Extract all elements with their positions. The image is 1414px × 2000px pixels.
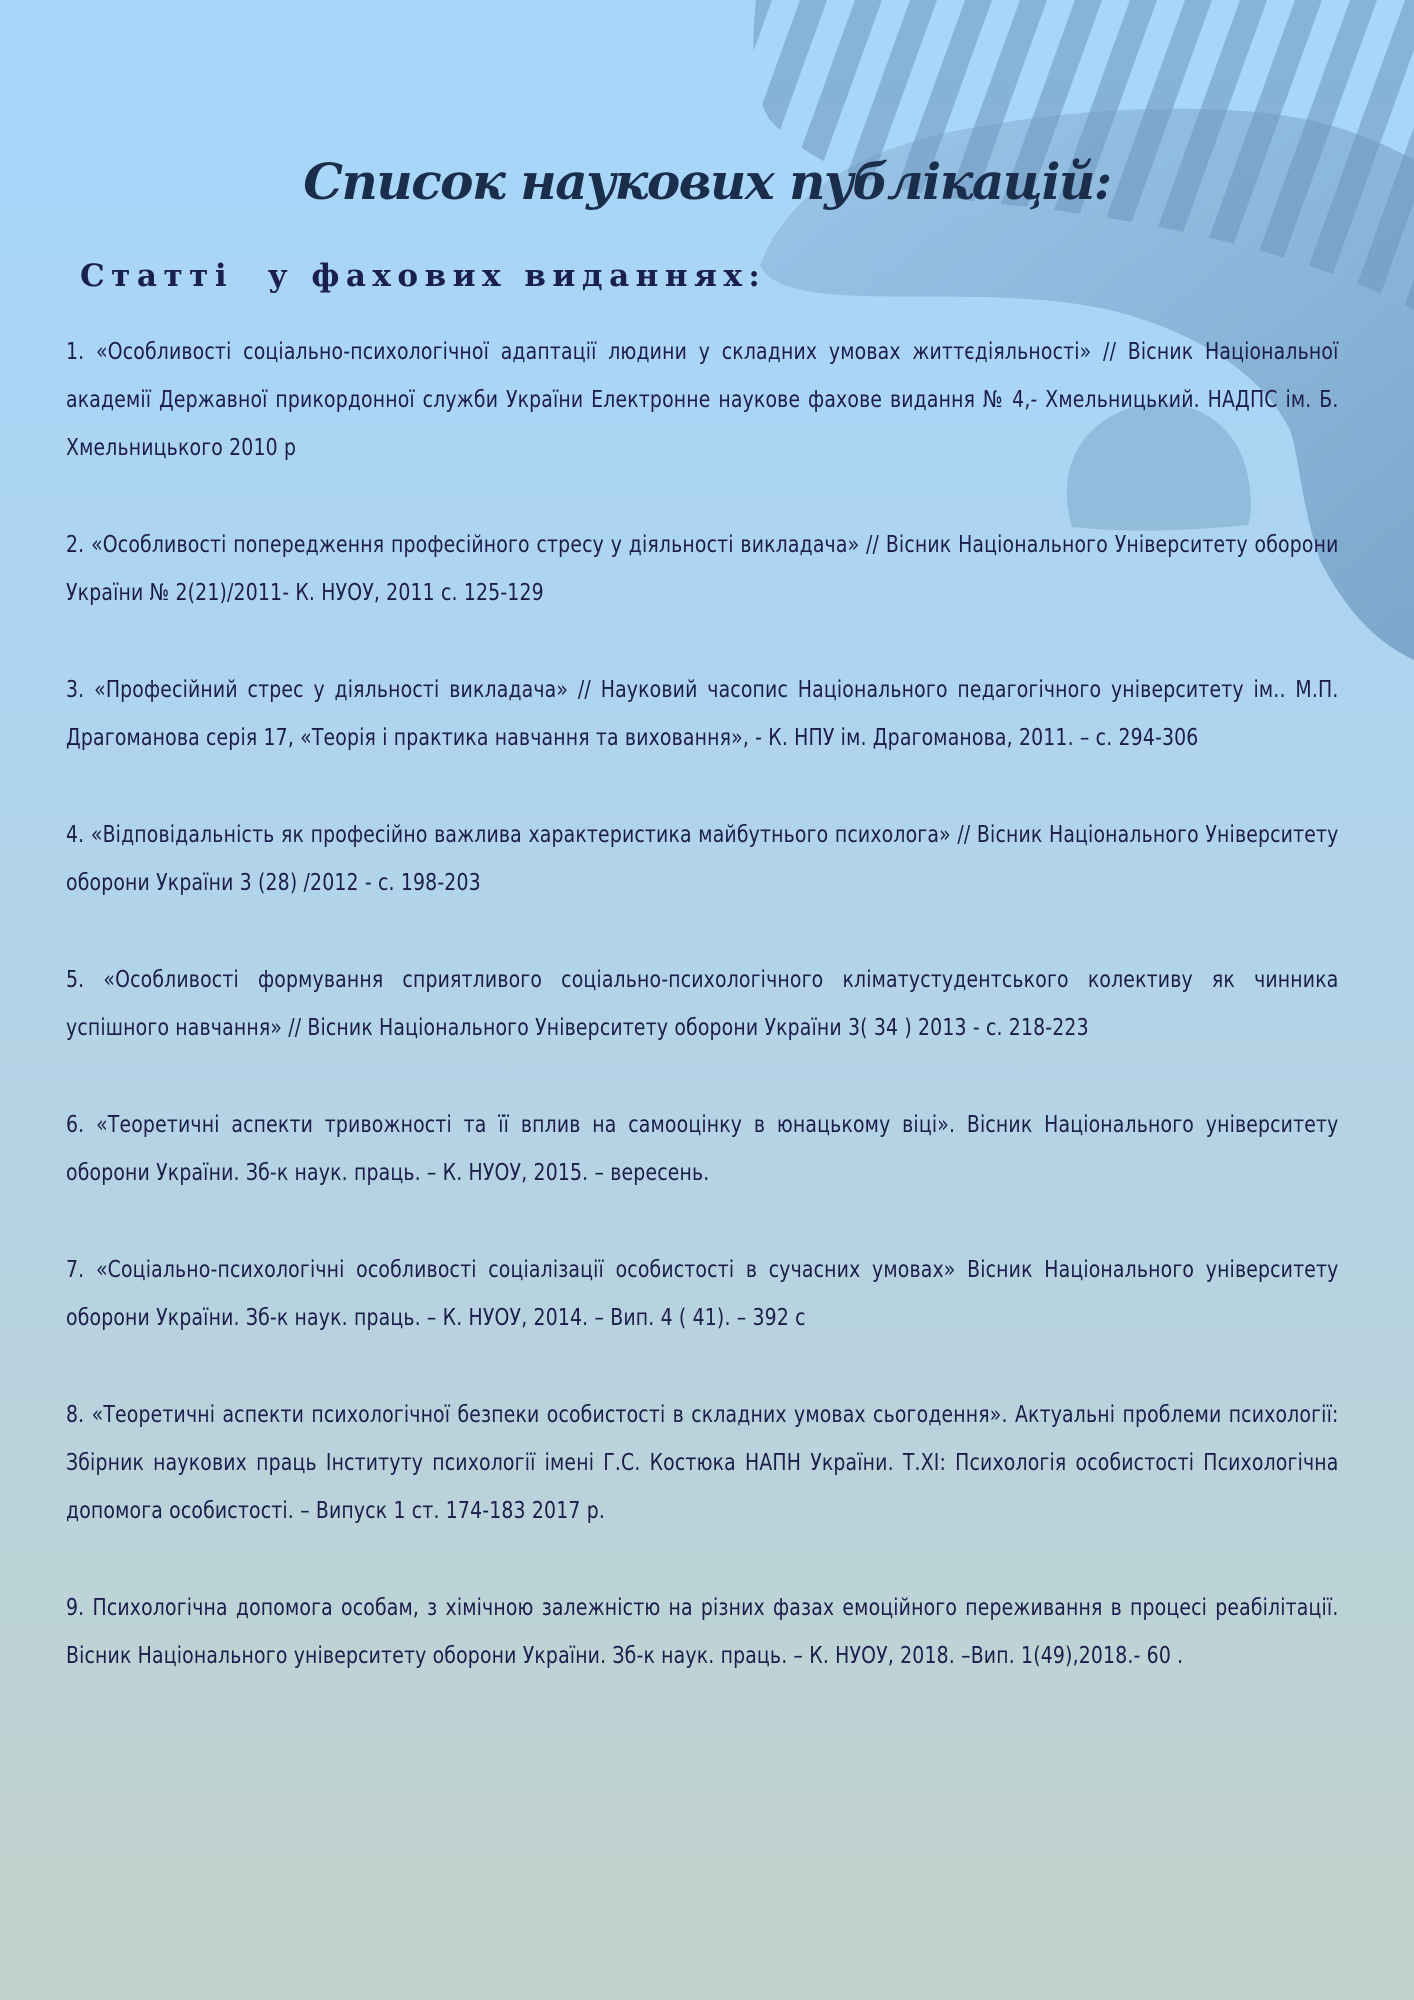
publication-item-1: 1. «Особливості соціально-психологічної адаптації людини у складних умовах життєдіяльності» // Вісник Національної академії Державної прикордонної служби України Електронне наукове фахове видання № 4,- Хмельницький. НАДПС ім. Б. Хмельницького 2010 р — [66, 339, 1339, 461]
page-title: Список наукових публікацій: — [303, 152, 1111, 211]
publication-item-7: 7. «Соціально-психологічні особливості соціалізації особистості в сучасних умовах» Вісник Національного університету оборони України. Зб-к наук. праць. – К. НУОУ, 2014. – Вип. 4 ( 41). – 392 с — [66, 1257, 1339, 1331]
publication-item-5: 5. «Особливості формування сприятливого соціально-психологічного кліматустудентського колективу як чинника успішного навчання» // Вісник Національного Університету оборони України 3( 34 ) 2013 - с. 218-223 — [66, 967, 1339, 1041]
publication-item-2: 2. «Особливості попередження професійного стресу у діяльності викладача» // Вісник Національного Університету оборони України № 2(21)/2011- К. НУОУ, 2011 с. 125-129 — [66, 532, 1339, 606]
publication-item-9: 9. Психологічна допомога особам, з хімічною залежністю на різних фазах емоційного переживання в процесі реабілітації. Вісник Національного університету оборони України. Зб-к наук. праць. – К. НУОУ, 2018. –Вип. 1(49),2018.- 60 . — [66, 1595, 1339, 1669]
publication-list — [66, 328, 1338, 1680]
publication-item-3: 3. «Професійний стрес у діяльності викладача» // Науковий часопис Національного педагогічного університету ім.. М.П. Драгоманова серія 17, «Теорія і практика навчання та виховання», - К. НПУ ім. Драгоманова, 2011. – с. 294-306 — [66, 677, 1339, 751]
publication-item-4: 4. «Відповідальність як професійно важлива характеристика майбутнього психолога» // Вісник Національного Університету оборони України 3 (28) /2012 - с. 198-203 — [66, 822, 1339, 896]
publication-item-8: 8. «Теоретичні аспекти психологічної безпеки особистості в складних умовах сьогодення». Актуальні проблеми психології: Збірник наукових праць Інституту психології імені Г.С. Костюка НАПН України. Т.XI: Психологія особистості Психологічна допомога особистості. – Випуск 1 ст. 174-183 2017 р. — [66, 1402, 1339, 1524]
publication-item-6: 6. «Теоретичні аспекти тривожності та її вплив на самооцінку в юнацькому віці». Вісник Національного університету оборони України. Зб-к наук. праць. – К. НУОУ, 2015. – вересень. — [66, 1112, 1339, 1186]
section-subtitle: Статті у фахових виданнях: — [80, 258, 767, 294]
